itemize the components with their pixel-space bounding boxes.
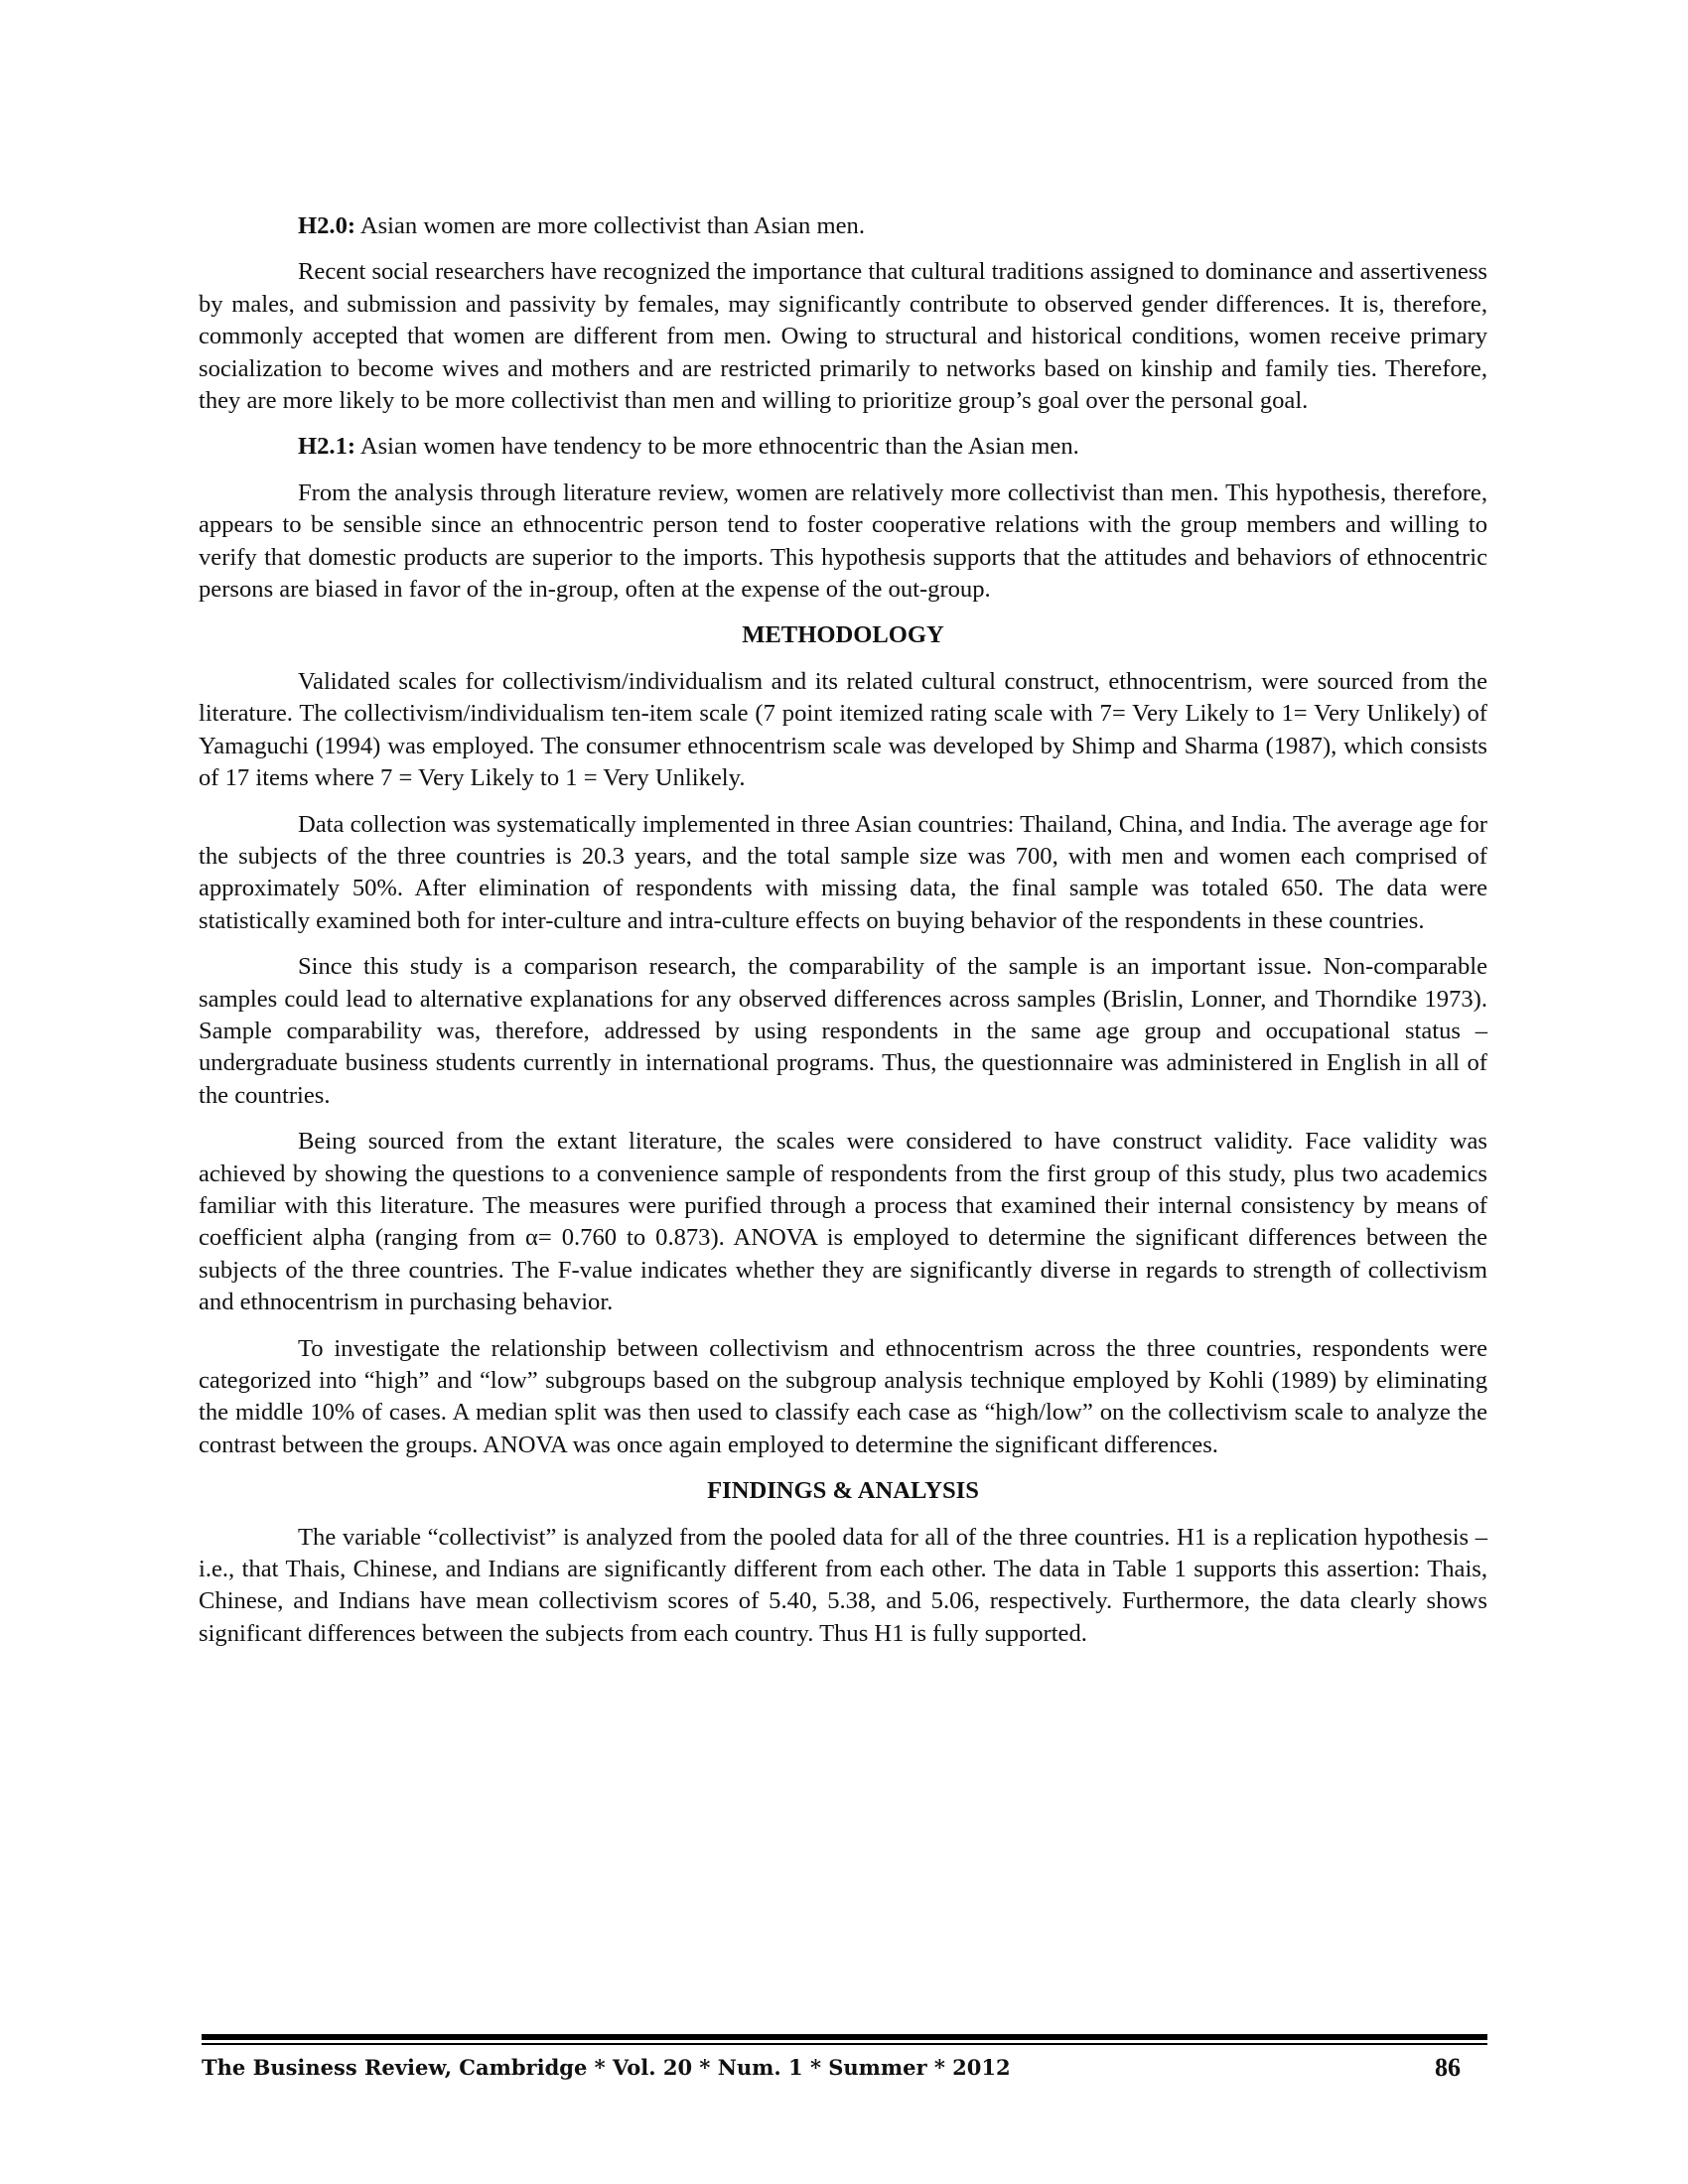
hypothesis-text: Asian women have tendency to be more ethnocentric than the Asian men. bbox=[355, 433, 1079, 461]
hypothesis-h2-1 bbox=[199, 431, 1487, 463]
section-heading-findings: FINDINGS & ANALYSIS bbox=[707, 1477, 979, 1505]
body-paragraph: Being sourced from the extant literature, the scales were considered to have construct validity. Face validity was achieved by showing the questions to a convenience sample of respondents from the first group of this study, plus two academics familiar with this literature. The measures were purified through a process that examined their internal consistency by means of coefficient alpha (ranging from α= 0.760 to 0.873). ANOVA is employed to determine the significant differences between the subjects of the three countries. The F-value indicates whether they are significantly diverse in regards to strength of collectivism and ethnocentrism in purchasing behavior. bbox=[199, 1128, 1487, 1316]
page-body bbox=[199, 210, 1487, 1650]
journal-citation: The Business Review, Cambridge * Vol. 20 * Num. 1 * Summer * 2012 bbox=[202, 2055, 1011, 2080]
hypothesis-label: H2.1: bbox=[298, 433, 356, 461]
page-number: 86 bbox=[1435, 2053, 1461, 2082]
section-heading-methodology: METHODOLOGY bbox=[742, 621, 944, 649]
body-paragraph: Recent social researchers have recognized the importance that cultural traditions assigned to dominance and assertiveness by males, and submission and passivity by females, may significantly contribute to observed gender differences. It is, therefore, commonly accepted that women are different from men. Owing to structural and historical conditions, women receive primary socialization to become wives and mothers and are restricted primarily to networks based on kinship and family ties. Therefore, they are more likely to be more collectivist than men and willing to prioritize group’s goal over the personal goal. bbox=[199, 258, 1487, 415]
body-paragraph: Data collection was systematically implemented in three Asian countries: Thailand, China, and India. The average age for the subjects of the three countries is 20.3 years, and the total sample size was 700, with men and women each comprised of approximately 50%. After elimination of respondents with missing data, the final sample was totaled 650. The data were statistically examined both for inter-culture and intra-culture effects on buying behavior of the respondents in these countries. bbox=[199, 810, 1487, 934]
body-paragraph: To investigate the relationship between collectivism and ethnocentrism across the three countries, respondents were categorized into “high” and “low” subgroups based on the subgroup analysis technique employed by Kohli (1989) by eliminating the middle 10% of cases. A median split was then used to classify each case as “high/low” on the collectivism scale to analyze the contrast between the groups. ANOVA was once again employed to determine the significant differences. bbox=[199, 1334, 1487, 1458]
footer-rule bbox=[202, 2034, 1487, 2040]
body-paragraph: Since this study is a comparison research, the comparability of the sample is an important issue. Non-comparable samples could lead to alternative explanations for any observed differences across samples (Brislin, Lonner, and Thorndike 1973). Sample comparability was, therefore, addressed by using respondents in the same age group and occupational status – undergraduate business students currently in international programs. Thus, the questionnaire was administered in English in all of the countries. bbox=[199, 953, 1487, 1109]
hypothesis-text: Asian women are more collectivist than Asian men. bbox=[355, 212, 865, 239]
footer-rule-thin bbox=[202, 2043, 1487, 2045]
body-paragraph: The variable “collectivist” is analyzed from the pooled data for all of the three countries. H1 is a replication hypothesis – i.e., that Thais, Chinese, and Indians are significantly different from each other. The data in Table 1 supports this assertion: Thais, Chinese, and Indians have mean collectivism scores of 5.40, 5.38, and 5.06, respectively. Furthermore, the data clearly shows significant differences between the subjects from each country. Thus H1 is fully supported. bbox=[199, 1523, 1487, 1647]
hypothesis-label: H2.0: bbox=[298, 212, 356, 239]
body-paragraph: From the analysis through literature review, women are relatively more collectivist than men. This hypothesis, therefore, appears to be sensible since an ethnocentric person tend to foster cooperative relations with the group members and willing to verify that domestic products are superior to the imports. This hypothesis supports that the attitudes and behaviors of ethnocentric persons are biased in favor of the in-group, often at the expense of the out-group. bbox=[199, 478, 1487, 604]
body-paragraph: Validated scales for collectivism/individualism and its related cultural construct, ethnocentrism, were sourced from the literature. The collectivism/individualism ten-item scale (7 point itemized rating scale with 7= Very Likely to 1= Very Unlikely) of Yamaguchi (1994) was employed. The consumer ethnocentrism scale was developed by Shimp and Sharma (1987), which consists of 17 items where 7 = Very Likely to 1 = Very Unlikely. bbox=[199, 667, 1487, 792]
hypothesis-h2-0 bbox=[199, 210, 1487, 242]
